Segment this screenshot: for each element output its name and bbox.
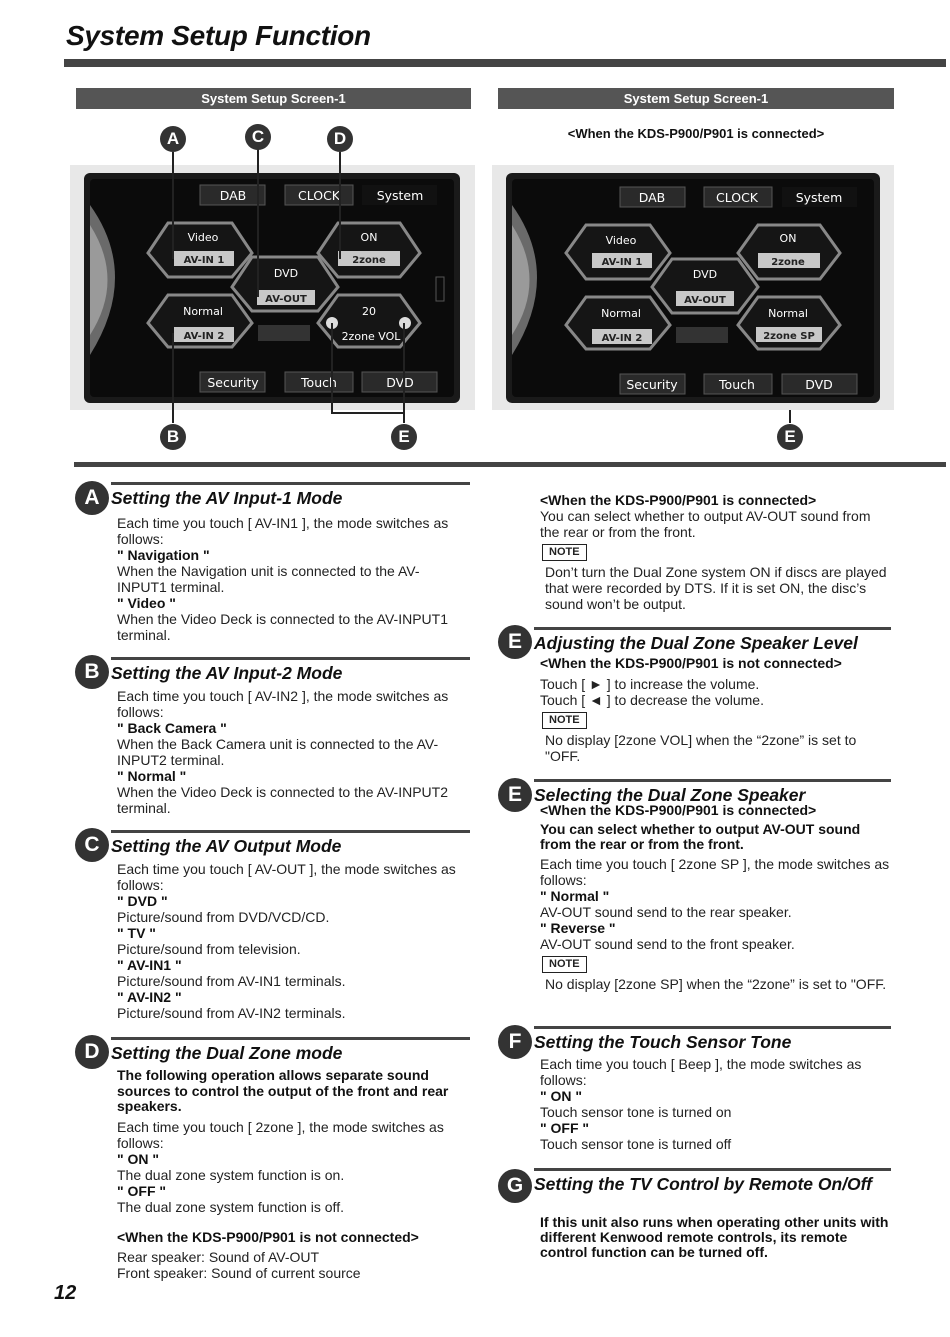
section-c-intro: Each time you touch [ AV-OUT ], the mode switches as follows: bbox=[117, 861, 456, 893]
section-e2-heading: Selecting the Dual Zone Speaker bbox=[534, 779, 891, 805]
right-tab-security: Security bbox=[626, 377, 678, 392]
section-f-opt1-desc: Touch sensor tone is turned on bbox=[540, 1104, 732, 1120]
left-tab-dvd: DVD bbox=[386, 375, 414, 390]
left-tab-touch: Touch bbox=[301, 375, 337, 390]
right-tab-clock: CLOCK bbox=[715, 190, 759, 205]
section-e1-line1: Touch [ ► ] to increase the volume. bbox=[540, 676, 760, 692]
section-d-connected-text: You can select whether to output AV-OUT sound from the rear or from the front. bbox=[540, 508, 871, 540]
left-on-label: ON bbox=[360, 231, 378, 244]
callout-c: C bbox=[245, 124, 271, 150]
section-c-opt3-desc: Picture/sound from AV-IN1 terminals. bbox=[117, 973, 346, 989]
section-c-opt4: " AV-IN2 " bbox=[117, 989, 182, 1005]
section-c-opt2: " TV " bbox=[117, 925, 156, 941]
section-d-opt1: " ON " bbox=[117, 1150, 160, 1167]
section-c-opt2-desc: Picture/sound from television. bbox=[117, 941, 301, 957]
right-2zone-button: 2zone bbox=[771, 257, 805, 268]
section-divider bbox=[74, 462, 946, 467]
section-g-body bbox=[540, 1215, 890, 1260]
section-d-opt2-desc: The dual zone system function is off. bbox=[117, 1198, 344, 1215]
right-2zone-sp-button: 2zone SP bbox=[763, 331, 815, 342]
left-vol-value: 20 bbox=[362, 305, 376, 318]
section-e2-sub: <When the KDS-P900/P901 is connected> bbox=[540, 802, 817, 818]
left-2zone-vol-label: 2zone VOL bbox=[341, 330, 401, 343]
right-video-label: Video bbox=[605, 234, 637, 247]
section-c-body bbox=[117, 861, 467, 1021]
section-f-badge: F bbox=[498, 1025, 532, 1059]
section-d-opt1-desc: The dual zone system function is on. bbox=[117, 1166, 345, 1183]
right-normal2-label: Normal bbox=[768, 307, 808, 320]
section-e2-badge: E bbox=[498, 778, 532, 812]
left-av-in2-button: AV-IN 2 bbox=[183, 331, 225, 342]
section-b-opt2-desc: When the Video Deck is connected to the AV-INPUT2 terminal. bbox=[117, 784, 448, 816]
callout-e-right: E bbox=[777, 424, 803, 450]
section-e2-opt2: " Reverse " bbox=[540, 920, 616, 936]
right-tab-dvd: DVD bbox=[805, 377, 833, 392]
left-av-out-button: AV-OUT bbox=[265, 294, 307, 305]
left-normal-label: Normal bbox=[183, 305, 223, 318]
section-e2-opt2-desc: AV-OUT sound send to the front speaker. bbox=[540, 936, 795, 952]
section-c-badge: C bbox=[75, 828, 109, 862]
section-e1-note: No display [2zone VOL] when the “2zone” is set to "OFF. bbox=[545, 732, 857, 764]
section-b-opt2: " Normal " bbox=[117, 768, 187, 784]
left-tab-system: System bbox=[376, 188, 424, 203]
section-f-intro: Each time you touch [ Beep ], the mode switches as follows: bbox=[540, 1056, 862, 1088]
section-c-opt1: " DVD " bbox=[117, 893, 168, 909]
section-e1-badge: E bbox=[498, 625, 532, 659]
right-tab-system: System bbox=[795, 190, 843, 205]
section-d-not-connected: <When the KDS-P900/P901 is not connected> bbox=[117, 1228, 419, 1245]
section-f-opt2-desc: Touch sensor tone is turned off bbox=[540, 1136, 732, 1152]
section-b-body bbox=[117, 688, 467, 816]
section-c-opt1-desc: Picture/sound from DVD/VCD/CD. bbox=[117, 909, 330, 925]
right-dvd-label: DVD bbox=[692, 268, 718, 281]
right-screen-image bbox=[492, 165, 894, 410]
left-tab-dab: DAB bbox=[219, 188, 247, 203]
section-e2-bold-text: You can select whether to output AV-OUT sound from the rear or from the front. bbox=[540, 821, 861, 852]
section-b-opt1-desc: When the Back Camera unit is connected to the AV-INPUT2 terminal. bbox=[117, 736, 439, 768]
right-av-in1-button: AV-IN 1 bbox=[601, 257, 643, 268]
left-dvd-label: DVD bbox=[273, 267, 299, 280]
page-number: 12 bbox=[54, 1282, 77, 1304]
section-f-body bbox=[540, 1056, 890, 1152]
section-g-heading: Setting the TV Control by Remote On/Off bbox=[534, 1168, 891, 1194]
callout-d: D bbox=[327, 126, 353, 152]
section-b-opt1: " Back Camera " bbox=[117, 720, 227, 736]
section-e2-opt1-desc: AV-OUT sound send to the rear speaker. bbox=[540, 904, 792, 920]
callout-a: A bbox=[160, 126, 186, 152]
section-a-body bbox=[117, 515, 467, 643]
section-e2-note: No display [2zone SP] when the “2zone” is set to "OFF. bbox=[545, 976, 887, 992]
section-e1-heading: Adjusting the Dual Zone Speaker Level bbox=[534, 627, 891, 653]
section-d-cont-body bbox=[540, 492, 890, 612]
section-d-heading: Setting the Dual Zone mode bbox=[111, 1037, 470, 1063]
section-d-note-label: NOTE bbox=[542, 544, 587, 561]
section-e1-body bbox=[540, 655, 890, 764]
section-c-heading: Setting the AV Output Mode bbox=[111, 830, 470, 856]
section-a-opt2-desc: When the Video Deck is connected to the AV-INPUT1 terminal. bbox=[117, 611, 448, 643]
section-e2-intro: Each time you touch [ 2zone SP ], the mode switches as follows: bbox=[540, 856, 890, 888]
right-normal-label: Normal bbox=[601, 307, 641, 320]
section-a-heading: Setting the AV Input-1 Mode bbox=[111, 482, 470, 508]
section-f-opt2: " OFF " bbox=[540, 1120, 590, 1136]
left-tab-security: Security bbox=[207, 375, 259, 390]
right-av-out-button: AV-OUT bbox=[684, 295, 726, 306]
section-c-opt3: " AV-IN1 " bbox=[117, 957, 182, 973]
left-2zone-button: 2zone bbox=[352, 255, 386, 266]
section-a-badge: A bbox=[75, 481, 109, 515]
section-b-heading: Setting the AV Input-2 Mode bbox=[111, 657, 470, 683]
right-screen-note: <When the KDS-P900/P901 is connected> bbox=[567, 126, 825, 141]
right-screen-header: System Setup Screen-1 bbox=[498, 88, 894, 109]
section-e2-opt1: " Normal " bbox=[540, 888, 610, 904]
section-e2-note-label: NOTE bbox=[542, 956, 587, 973]
section-f-opt1: " ON " bbox=[540, 1088, 583, 1104]
section-e1-line2: Touch [ ◄ ] to decrease the volume. bbox=[540, 692, 764, 708]
section-e1-note-label: NOTE bbox=[542, 712, 587, 729]
section-a-opt1-desc: When the Navigation unit is connected to the AV-INPUT1 terminal. bbox=[117, 563, 420, 595]
section-d-bold-intro: The following operation allows separate sound sources to control the output of the front and rear speakers. bbox=[117, 1067, 449, 1114]
left-tab-clock: CLOCK bbox=[297, 188, 341, 203]
section-d-body bbox=[117, 1068, 469, 1281]
section-d-note: Don’t turn the Dual Zone system ON if discs are played that were recorded by DTS. If it is set ON, the disc’s sound won’t be output. bbox=[545, 564, 887, 612]
section-f-heading: Setting the Touch Sensor Tone bbox=[534, 1026, 891, 1052]
section-g-badge: G bbox=[498, 1169, 532, 1203]
left-av-in1-button: AV-IN 1 bbox=[183, 255, 225, 266]
right-av-in2-button: AV-IN 2 bbox=[601, 333, 643, 344]
left-screen-header: System Setup Screen-1 bbox=[76, 88, 471, 109]
section-c-opt4-desc: Picture/sound from AV-IN2 terminals. bbox=[117, 1005, 346, 1021]
section-d-front: Front speaker: Sound of current source bbox=[117, 1264, 361, 1281]
right-tab-dab: DAB bbox=[638, 190, 666, 205]
section-e2-body bbox=[540, 802, 890, 992]
page-title: System Setup Function bbox=[66, 20, 371, 51]
section-d-connected: <When the KDS-P900/P901 is connected> bbox=[540, 492, 817, 508]
section-a-opt1: " Navigation " bbox=[117, 547, 210, 563]
callout-b: B bbox=[160, 424, 186, 450]
section-g-bold-text: If this unit also runs when operating other units with different Kenwood remote controls, its remote control function can be turned off. bbox=[540, 1214, 889, 1260]
section-d-rear: Rear speaker: Sound of AV-OUT bbox=[117, 1248, 320, 1265]
section-d-intro: Each time you touch [ 2zone ], the mode switches as follows: bbox=[117, 1118, 444, 1151]
section-d-opt2: " OFF " bbox=[117, 1182, 167, 1199]
section-b-badge: B bbox=[75, 655, 109, 689]
section-b-intro: Each time you touch [ AV-IN2 ], the mode switches as follows: bbox=[117, 688, 449, 720]
right-on-label: ON bbox=[779, 232, 797, 245]
section-d-badge: D bbox=[75, 1035, 109, 1069]
section-e1-sub: <When the KDS-P900/P901 is not connected> bbox=[540, 655, 842, 671]
section-a-intro: Each time you touch [ AV-IN1 ], the mode switches as follows: bbox=[117, 515, 449, 547]
right-tab-touch: Touch bbox=[719, 377, 755, 392]
left-video-label: Video bbox=[187, 231, 219, 244]
section-a-opt2: " Video " bbox=[117, 595, 176, 611]
callout-e-left: E bbox=[391, 424, 417, 450]
